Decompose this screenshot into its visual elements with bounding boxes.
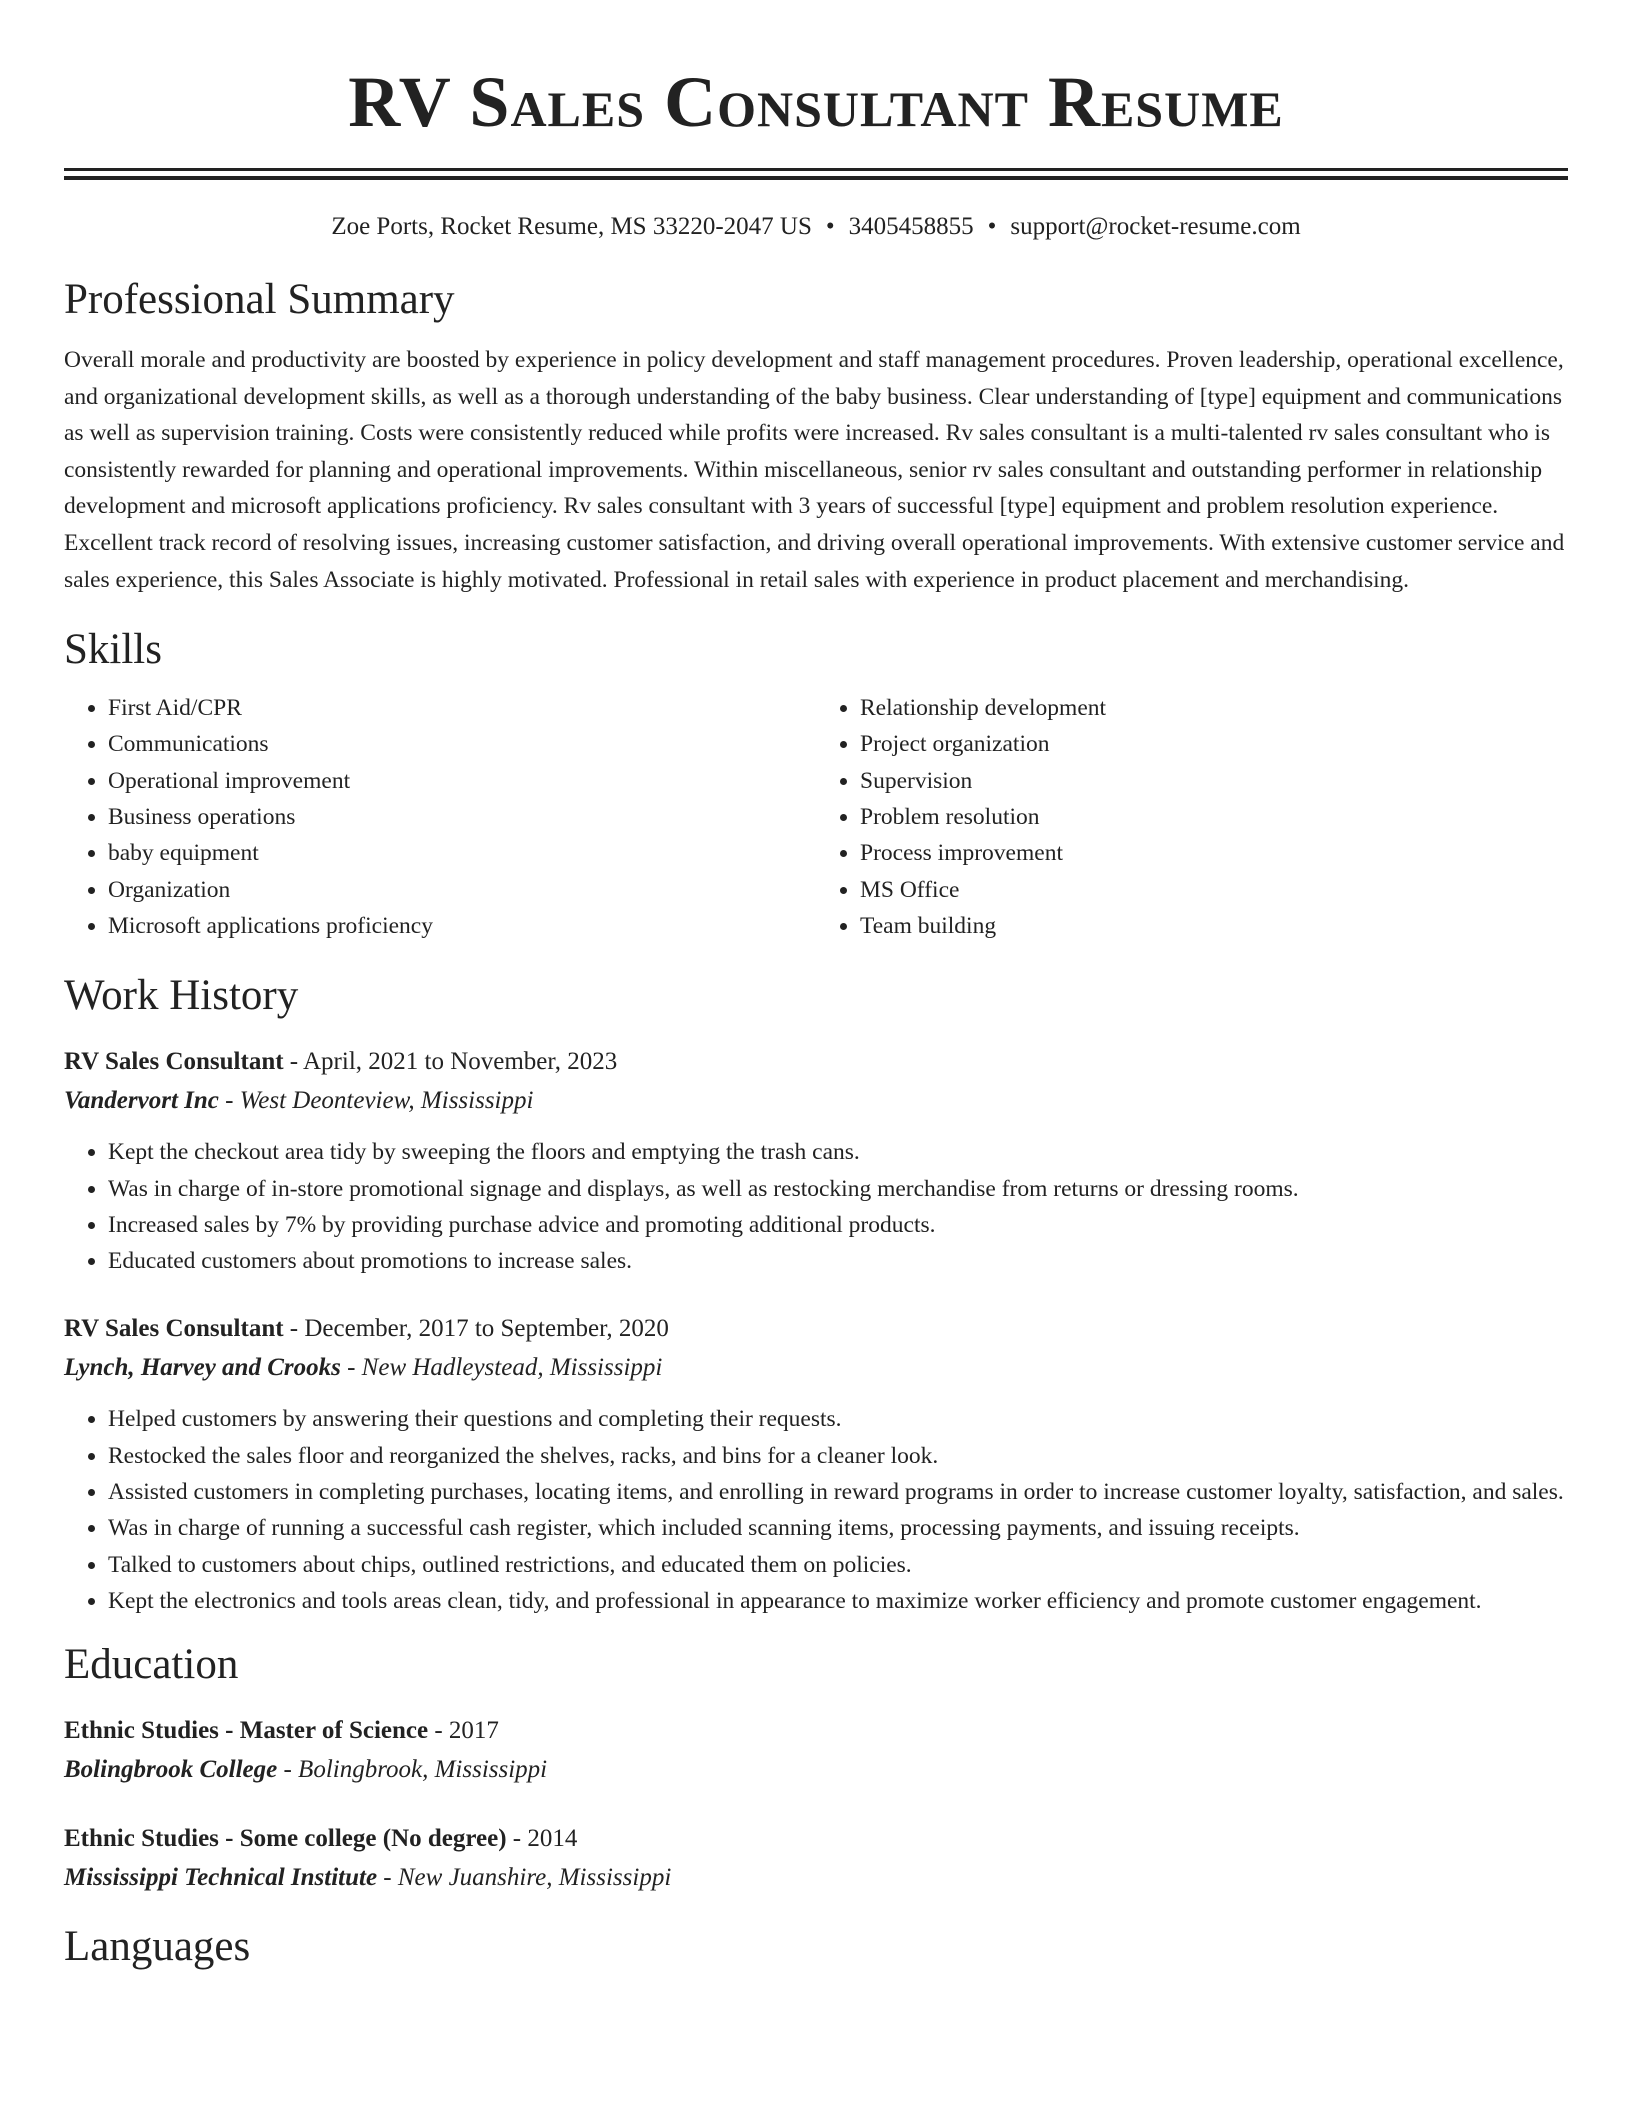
job-bullet: • Assisted customers in completing purchases, locating items, and enrolling in reward programs in order to increase customer loyalty, satisfaction, and sales. bbox=[108, 1474, 1568, 1510]
job-bullet: • Talked to customers about chips, outlined restrictions, and educated them on policies. bbox=[108, 1547, 1568, 1583]
job-bullets bbox=[64, 1401, 1568, 1619]
job-company-line bbox=[64, 1081, 1568, 1120]
education-school: Mississippi Technical Institute bbox=[64, 1864, 378, 1892]
contact-separator: • bbox=[987, 213, 997, 240]
job-company-line bbox=[64, 1348, 1568, 1387]
education-degree: Ethnic Studies - Master of Science bbox=[64, 1717, 429, 1745]
resume-title: RV Sales Consultant Resume bbox=[348, 62, 1284, 142]
title-divider bbox=[64, 168, 1568, 180]
job-entry bbox=[64, 1042, 1568, 1279]
languages-heading: Languages bbox=[64, 1923, 251, 1971]
job-company: Vandervort Inc bbox=[64, 1087, 219, 1115]
skill-item: • Team building bbox=[860, 908, 1568, 944]
job-company: Lynch, Harvey and Crooks bbox=[64, 1354, 341, 1382]
job-bullet: • Kept the electronics and tools areas clean, tidy, and professional in appearance to maximize worker efficiency and promote customer engagement. bbox=[108, 1583, 1568, 1619]
summary-text: Overall morale and productivity are boosted by experience in policy development and staff management procedures. Proven leadership, operational excellence, and organizational development skills, as well as a thorough understanding of the baby business. Clear understanding of [type] equipment and communications as well as supervision training. Costs were consistently reduced while profits were increased. Rv sales consultant is a multi-talented rv sales consultant who is consistently rewarded for planning and operational improvements. Within miscellaneous, senior rv sales consultant and outstanding performer in relationship development and microsoft applications proficiency. Rv sales consultant with 3 years of successful [type] equipment and problem resolution experience. Excellent track record of resolving issues, increasing customer satisfaction, and driving overall operational improvements. With extensive customer service and sales experience, this Sales Associate is highly motivated. Professional in retail sales with experience in product placement and merchandising. bbox=[64, 347, 1565, 593]
job-bullet: • Was in charge of running a successful cash register, which included scanning items, processing payments, and issuing receipts. bbox=[108, 1510, 1568, 1546]
job-location: - New Hadleystead, Mississippi bbox=[340, 1354, 663, 1382]
skill-item: • Supervision bbox=[860, 763, 1568, 799]
contact-email: support@rocket-resume.com bbox=[1010, 213, 1301, 240]
skill-item: • Relationship development bbox=[860, 690, 1568, 726]
skills-list-right bbox=[816, 690, 1568, 944]
education-year: - 2017 bbox=[428, 1717, 499, 1745]
skill-item: • Operational improvement bbox=[108, 763, 816, 799]
job-bullet: • Kept the checkout area tidy by sweeping the floors and emptying the trash cans. bbox=[108, 1134, 1568, 1170]
skill-item: • Business operations bbox=[108, 799, 816, 835]
contact-line bbox=[64, 210, 1568, 244]
job-title: RV Sales Consultant bbox=[64, 1048, 284, 1076]
education-location: - New Juanshire, Mississippi bbox=[377, 1864, 672, 1892]
job-bullet: • Educated customers about promotions to increase sales. bbox=[108, 1243, 1568, 1279]
job-bullet: • Increased sales by 7% by providing purchase advice and promoting additional products. bbox=[108, 1207, 1568, 1243]
skill-item: • MS Office bbox=[860, 872, 1568, 908]
skill-item: • First Aid/CPR bbox=[108, 690, 816, 726]
job-bullet: • Helped customers by answering their questions and completing their requests. bbox=[108, 1401, 1568, 1437]
education-school-line bbox=[64, 1750, 1568, 1789]
job-location: - West Deonteview, Mississippi bbox=[218, 1087, 534, 1115]
job-title-line bbox=[64, 1042, 1568, 1081]
contact-address: Zoe Ports, Rocket Resume, MS 33220-2047 US bbox=[331, 213, 812, 240]
education-entry bbox=[64, 1819, 1568, 1897]
job-title: RV Sales Consultant bbox=[64, 1315, 284, 1343]
contact-separator: • bbox=[825, 213, 835, 240]
education-degree: Ethnic Studies - Some college (No degree) bbox=[64, 1825, 507, 1853]
education-school: Bolingbrook College bbox=[64, 1756, 278, 1784]
skills-list-left bbox=[64, 690, 816, 944]
skill-item: • Project organization bbox=[860, 726, 1568, 762]
education-year: - 2014 bbox=[506, 1825, 578, 1853]
job-bullets bbox=[64, 1134, 1568, 1279]
work-history-heading: Work History bbox=[64, 972, 299, 1020]
job-bullet: • Was in charge of in-store promotional signage and displays, as well as restocking merchandise from returns or dressing rooms. bbox=[108, 1171, 1568, 1207]
job-title-line bbox=[64, 1309, 1568, 1348]
education-degree-line bbox=[64, 1819, 1568, 1858]
education-school-line bbox=[64, 1858, 1568, 1897]
skill-item: • Microsoft applications proficiency bbox=[108, 908, 816, 944]
job-bullet: • Restocked the sales floor and reorganized the shelves, racks, and bins for a cleaner look. bbox=[108, 1438, 1568, 1474]
skill-item: • baby equipment bbox=[108, 835, 816, 871]
education-degree-line bbox=[64, 1711, 1568, 1750]
education-location: - Bolingbrook, Mississippi bbox=[277, 1756, 548, 1784]
job-entry bbox=[64, 1309, 1568, 1619]
job-dates: - April, 2021 to November, 2023 bbox=[283, 1048, 618, 1076]
skill-item: • Process improvement bbox=[860, 835, 1568, 871]
contact-phone: 3405458855 bbox=[848, 213, 974, 240]
skill-item: • Communications bbox=[108, 726, 816, 762]
skill-item: • Organization bbox=[108, 872, 816, 908]
summary-heading: Professional Summary bbox=[64, 276, 455, 323]
education-heading: Education bbox=[64, 1641, 239, 1689]
education-entry bbox=[64, 1711, 1568, 1789]
skills-columns bbox=[64, 690, 1568, 944]
skills-heading: Skills bbox=[64, 626, 162, 674]
skill-item: • Problem resolution bbox=[860, 799, 1568, 835]
job-dates: - December, 2017 to September, 2020 bbox=[283, 1315, 669, 1343]
